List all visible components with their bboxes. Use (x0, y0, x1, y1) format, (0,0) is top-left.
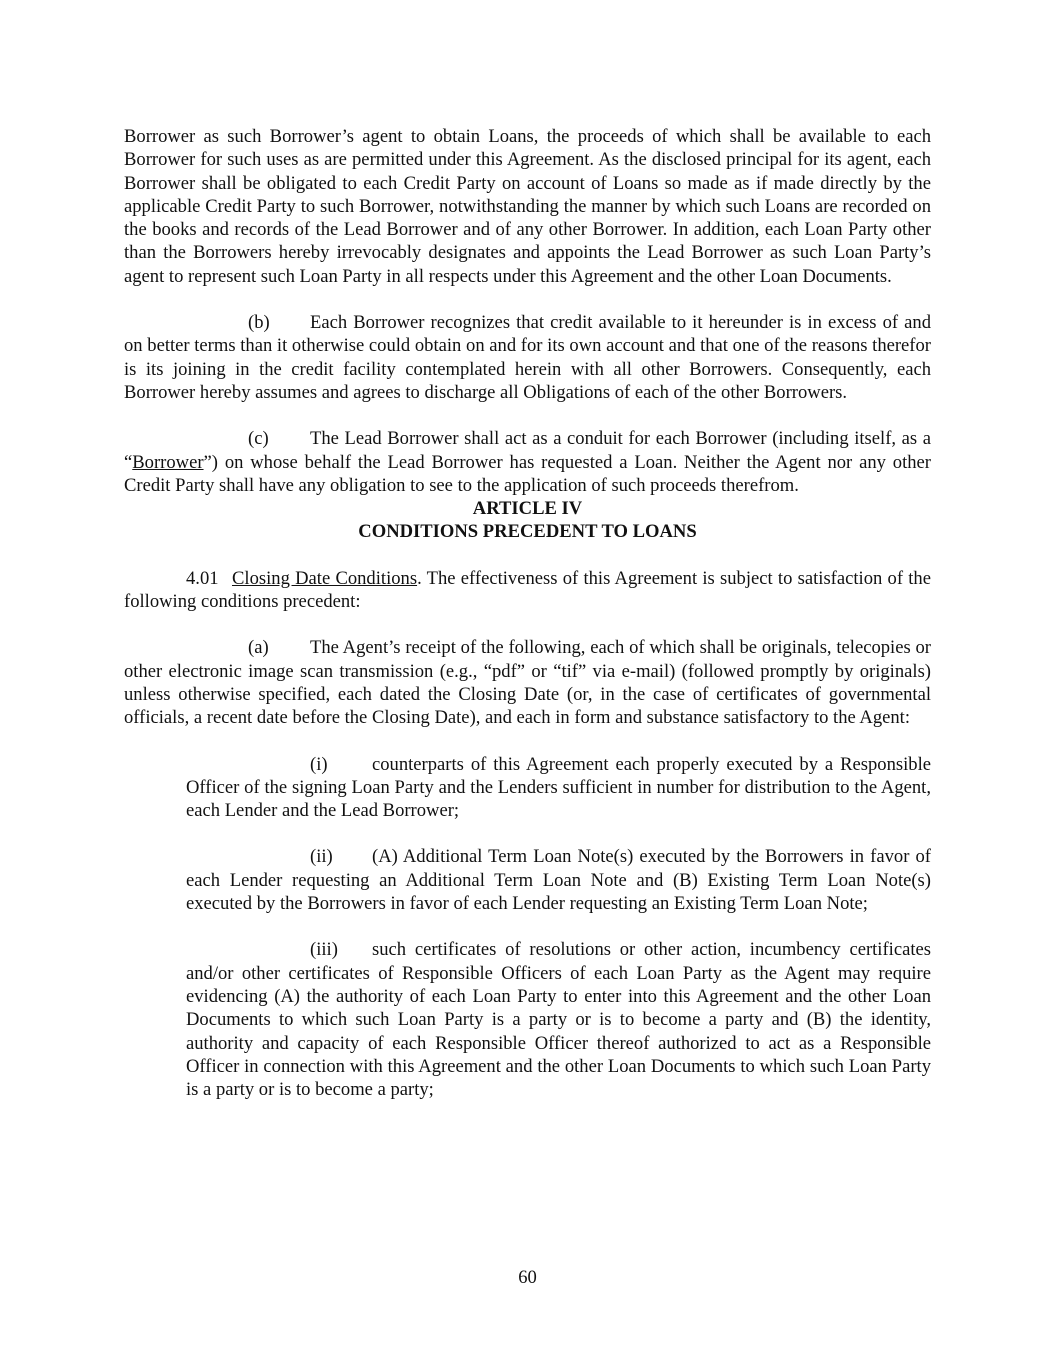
paragraph-b-label: (b) (248, 312, 270, 334)
section-number: 4.01 (186, 567, 219, 589)
paragraph-b (124, 311, 931, 404)
item-iii-text: such certificates of resolutions or other action, incumbency certificates and/or other certificates of Responsible Officers of each Loan Party as the Agent may require evidencing (A) the authority of each Loan Party to enter into this Agreement and the other Loan Documents to which such Loan Party is a party or is to become a party and (B) the identity, authority and capacity of each Responsible Officer thereof authorized to act as a Responsible Officer in connection with this Agreement and the other Loan Documents to which such Loan Party is a party or is to become a party; (186, 939, 931, 1101)
paragraph-a-label: (a) (248, 637, 269, 659)
article-title: CONDITIONS PRECEDENT TO LOANS (358, 521, 697, 543)
section-4-01 (124, 567, 931, 614)
item-ii (186, 845, 931, 915)
section-title: Closing Date Conditions (232, 567, 418, 589)
paragraph-intro: Borrower as such Borrower’s agent to obtain Loans, the proceeds of which shall be available to each Borrower for such uses as are permitted under this Agreement. As the disclosed principal for its agent, each Borrower shall be obligated to each Credit Party on account of Loans so made as if made directly by the applicable Credit Party to such Borrower, notwithstanding the manner by which such Loans are recorded on the books and records of the Lead Borrower and of any other Borrower. In addition, each Loan Party other than the Borrowers hereby irrevocably designates and appoints the Lead Borrower as such Loan Party’s agent to represent such Loan Party in all respects under this Agreement and the other Loan Documents. (124, 126, 931, 287)
item-i-label: (i) (310, 753, 328, 775)
paragraph-c-text-after: ”) on whose behalf the Lead Borrower has requested a Loan. Neither the Agent nor any other Credit Party shall have any obligation to see to the application of such proceeds therefrom. (124, 451, 931, 496)
item-iii (186, 938, 931, 1101)
page-number: 60 (518, 1267, 537, 1288)
document-page (124, 125, 931, 1101)
paragraph-a-text: The Agent’s receipt of the following, each of which shall be originals, telecopies or other electronic image scan transmission (e.g., “pdf” or “tif” via e-mail) (followed promptly by originals) unless otherwise specified, each dated the Closing Date (or, in the case of certificates of governmental officials, a recent date before the Closing Date), and each in form and substance satisfactory to the Agent: (124, 637, 931, 729)
section-text: . The effectiveness of this Agreement is subject to satisfaction of the following conditions precedent: (124, 567, 931, 613)
item-ii-text: (A) Additional Term Loan Note(s) executed by the Borrowers in favor of each Lender requesting an Additional Term Loan Note and (B) Existing Term Loan Note(s) executed by the Borrowers in favor of each Lender requesting an Existing Term Loan Note; (186, 846, 931, 915)
paragraph-c-label: (c) (248, 428, 269, 450)
paragraph-c (124, 427, 931, 497)
item-ii-label: (ii) (310, 846, 333, 868)
paragraph-c-text-before: The Lead Borrower shall act as a conduit for each Borrower (including itself, as a “ (124, 428, 931, 473)
item-iii-label: (iii) (310, 939, 338, 961)
paragraph-b-text: Each Borrower recognizes that credit available to it hereunder is in excess of and on better terms than it otherwise could obtain on and for its own account and that one of the reasons therefor is its joining in the credit facility contemplated herein with all other Borrowers. Consequently, each Borrower hereby assumes and agrees to discharge all Obligations of each of the other Borrowers. (124, 312, 931, 403)
paragraph-a (124, 636, 931, 729)
article-number: ARTICLE IV (472, 498, 583, 520)
defined-term-borrower: Borrower (132, 451, 204, 473)
item-i-text: counterparts of this Agreement each properly executed by a Responsible Officer of the signing Loan Party and the Lenders sufficient in number for distribution to the Agent, each Lender and the Lead Borrower; (186, 753, 931, 822)
item-i (186, 753, 931, 823)
